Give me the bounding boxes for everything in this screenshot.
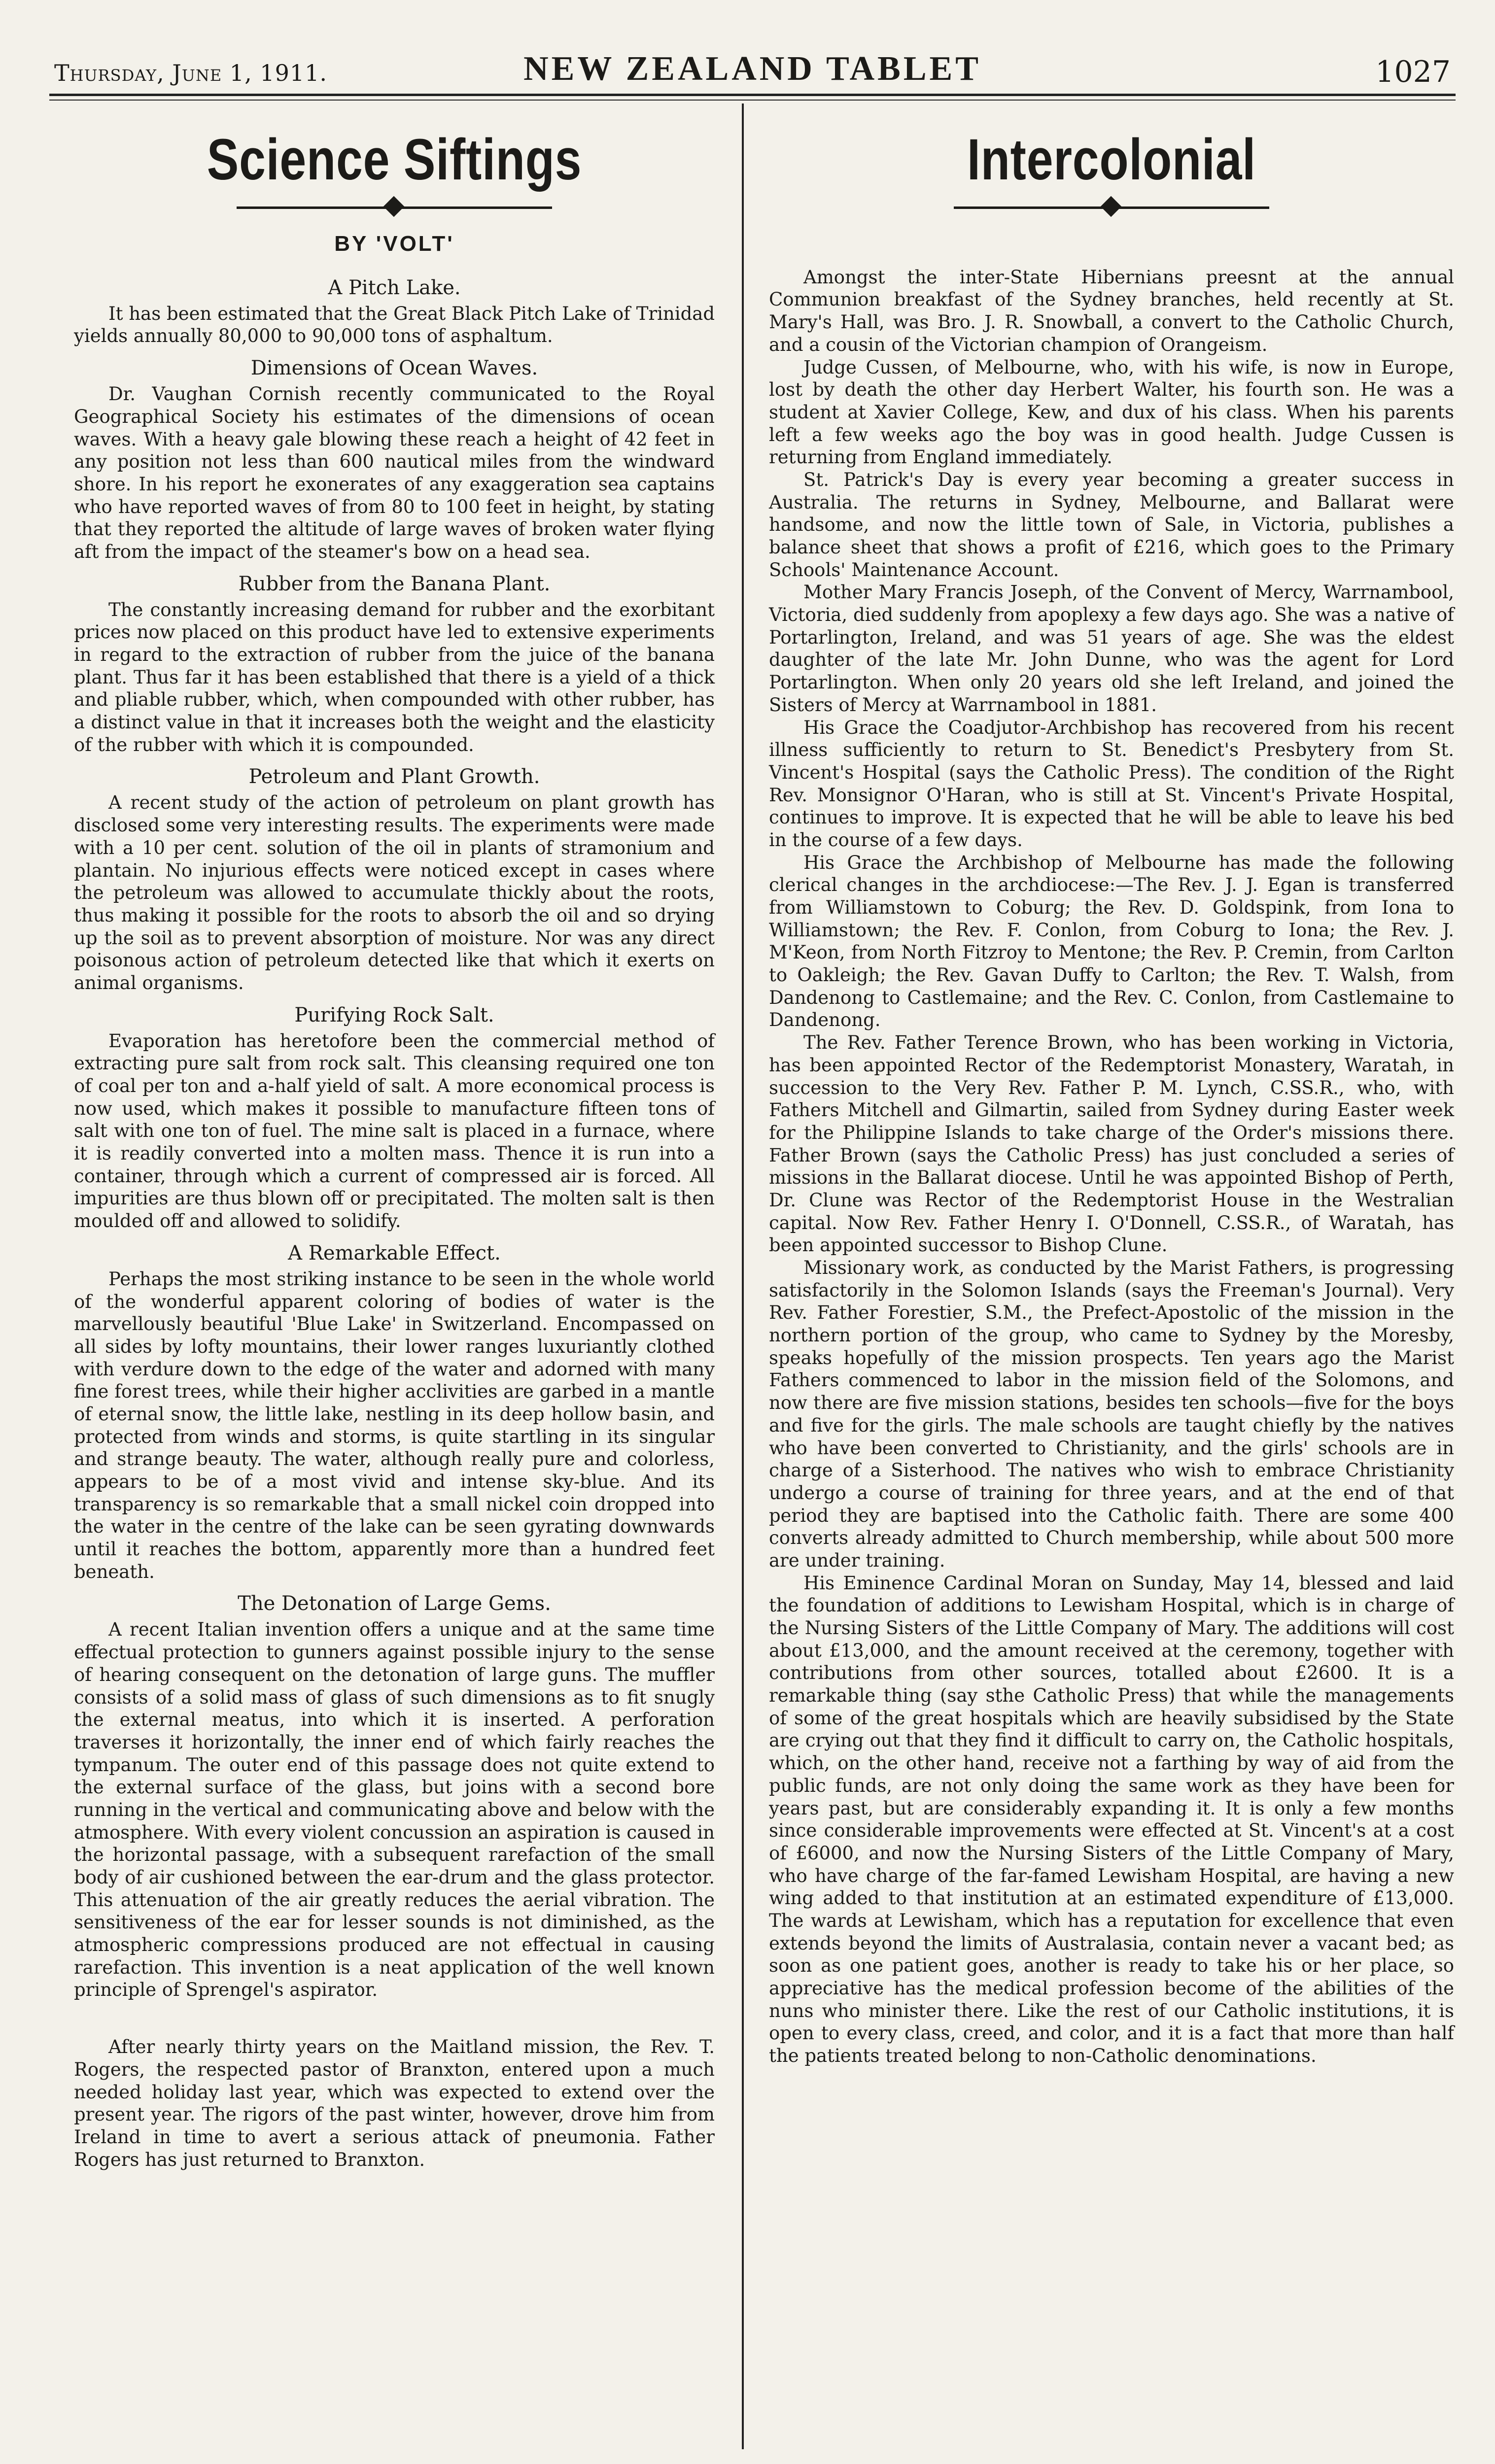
column-heading: Intercolonial [967, 127, 1256, 192]
section-title: The Detonation of Large Gems. [238, 1592, 551, 1615]
news-paragraph: Amongst the inter-State Hibernians preesnt at the annual Communion breakfast of the Sydney branches, held recently at St. Mary's Hall, was Bro. J. R. Snowball, a convert to the Catholic Church, and a cousin of the Victorian champion of Orangeism. [769, 266, 1454, 355]
science-siftings-column [74, 113, 715, 2171]
column-divider [742, 103, 744, 2449]
section-text: The constantly increasing demand for rubber and the exorbitant prices now placed on this product have led to extensive experiments in regard to the extraction of rubber from the juice of the banana plant. Thus far it has been established that there is a yield of a thick and pliable rubber, which, when compounded with other rubber, has a distinct value in that it increases both the weight and the elasticity of the rubber with which it is compounded. [74, 599, 715, 755]
intercolonial-column [769, 113, 1454, 2067]
section-title: A Remarkable Effect. [288, 1241, 501, 1265]
section-text: A recent Italian invention offers a unique and at the same time effectual protection to gunners against possible injury to the sense of hearing consequent on the detonation of large guns. The muffler consists of a solid mass of glass of such dimensions as to fit snugly the external meatus, into which it is inserted. A perforation traverses it horizontally, the inner end of which fairly reaches the tympanum. The outer end of this passage does not quite extend to the external surface of the glass, but joins with a second bore running in the vertical and communicating above and below with the atmosphere. With every violent concussion an aspiration is caused in the horizontal passage, with a subsequent rarefaction of the small body of air cushioned between the ear-drum and the glass protector. This attenuation of the air greatly reduces the aerial vibration. The sensitiveness of the ear for lesser sounds is not diminished, as the atmospheric compressions produced are not effectual in causing rarefaction. This invention is a neat application of the well known principle of Sprengel's aspirator. [74, 1619, 715, 2001]
section-title: Petroleum and Plant Growth. [248, 765, 540, 788]
news-paragraph: Missionary work, as conducted by the Marist Fathers, is progressing satisfactorily in the Solomon Islands (says the Freeman's Journal). Very Rev. Father Forestier, S.M., the Prefect-Apostolic of the mission in the northern portion of the group, who came to Sydney by the Moresby, speaks hopefully of the mission prospects. Ten years ago the Marist Fathers commenced to labor in the mission field of the Solomons, and now there are five mission stations, besides ten schools—five for the boys and five for the girls. The male schools are taught chiefly by the natives who have been converted to Christianity, and the girls' schools are in charge of a Sisterhood. The natives who wish to embrace Christianity undergo a course of training for three years, and at the end of that period they are baptised into the Catholic faith. There are some 400 converts already admitted to Church membership, while about 500 more are under training. [769, 1257, 1454, 1571]
section-title: Dimensions of Ocean Waves. [250, 357, 538, 380]
page-number: 1027 [1375, 55, 1451, 89]
news-paragraph: His Grace the Coadjutor-Archbishop has recovered from his recent illness sufficiently to return to St. Benedict's Presbytery from St. Vincent's Hospital (says the Catholic Press). The condition of the Right Rev. Monsignor O'Haran, who is still at St. Vincent's Private Hospital, continues to improve. It is expected that he will be able to leave his bed in the course of a few days. [769, 717, 1454, 851]
news-paragraph: His Grace the Archbishop of Melbourne has made the following clerical changes in the archdiocese:—The Rev. J. J. Egan is transferred from Williamstown to Coburg; the Rev. D. Goldspink, from Iona to Williamstown; the Rev. F. Conlon, from Coburg to Iona; the Rev. J. M'Keon, from North Fitzroy to Mentone; the Rev. P. Cremin, from Carlton to Oakleigh; the Rev. Gavan Duffy to Carlton; the Rev. T. Walsh, from Dandenong to Castlemaine; and the Rev. C. Conlon, from Castlemaine to Dandenong. [769, 852, 1454, 1031]
header-rule [49, 94, 1456, 96]
section-text: It has been estimated that the Great Black Pitch Lake of Trinidad yields annually 80,000 to 90,000 tons of asphaltum. [74, 303, 715, 347]
section-text: Dr. Vaughan Cornish recently communicated to the Royal Geographical Society his estimates of the dimensions of ocean waves. With a heavy gale blowing these reach a height of 42 feet in any position not less than 600 nautical miles from the windward shore. In his report he exonerates of any exaggeration sea captains who have reported waves of from 80 to 100 feet in height, by stating that they reported the altitude of large waves of broken water flying aft from the impact of the steamer's bow on a head sea. [74, 383, 715, 562]
news-paragraph: Judge Cussen, of Melbourne, who, with his wife, is now in Europe, lost by death the other day Herbert Walter, his fourth son. He was a student at Xavier College, Kew, and dux of his class. When his parents left a few weeks ago the boy was in good health. Judge Cussen is returning from England immediately. [769, 356, 1454, 468]
news-paragraph: The Rev. Father Terence Brown, who has been working in Victoria, has been appointed Rector of the Redemptorist Monastery, Waratah, in succession to the Very Rev. Father P. M. Lynch, C.SS.R., who, with Fathers Mitchell and Gilmartin, sailed from Sydney during Easter week for the Philippine Islands to take charge of the Order's missions there. Father Brown (says the Catholic Press) has just concluded a series of missions in the Ballarat diocese. Until he was appointed Bishop of Perth, Dr. Clune was Rector of the Redemptorist House in the Westralian capital. Now Rev. Father Henry I. O'Donnell, C.SS.R., of Waratah, has been appointed successor to Bishop Clune. [769, 1032, 1454, 1256]
byline: BY 'VOLT' [334, 231, 454, 256]
section-title: A Pitch Lake. [328, 276, 461, 299]
column-heading: Science Siftings [207, 127, 582, 192]
news-paragraph: His Eminence Cardinal Moran on Sunday, May 14, blessed and laid the foundation of additions to Lewisham Hospital, which is in charge of the Nursing Sisters of the Little Company of Mary. The additions will cost about £13,000, and the amount received at the ceremony, together with contributions from other sources, totalled about £2600. It is a remarkable thing (say sthe Catholic Press) that while the managements of some of the great hospitals which are heavily subsidised by the State are crying out that they find it difficult to carry on, the Catholic hospitals, which, on the other hand, receive not a farthing by way of aid from the public funds, are not only doing the same work as they have been for years past, but are considerably expanding it. It is only a few months since considerable improvements were effected at St. Vincent's at a cost of £6000, and now the Nursing Sisters of the Little Company of Mary, who have charge of the far-famed Lewisham Hospital, are having a new wing added to that institution at an estimated expenditure of £13,000. The wards at Lewisham, which has a reputation for excellence that even extends beyond the limits of Australasia, contain never a vacant bed; as soon as one patient goes, another is ready to take his or her place, so appreciative has the medical profession become of the abilities of the nuns who minister there. Like the rest of our Catholic institutions, it is open to every class, creed, and color, and it is a fact that more than half the patients treated belong to non-Catholic denominations. [769, 1572, 1454, 2067]
issue-date: Thursday, June 1, 1911. [54, 60, 327, 86]
newspaper-title: NEW ZEALAND TABLET [523, 50, 981, 88]
section-title: Rubber from the Banana Plant. [238, 572, 551, 595]
section-text: A recent study of the action of petroleum on plant growth has disclosed some very interesting results. The experiments were made with a 10 per cent. solution of the oil in plants of stramonium and plantain. No injurious effects were noticed except in cases where the petroleum was allowed to accumulate thickly about the roots, thus making it possible for the roots to absorb the oil and so drying up the soil as to prevent absorption of moisture. Nor was any direct poisonous action of petroleum detected like that which it exerts on animal organisms. [74, 792, 715, 993]
section-title: Purifying Rock Salt. [294, 1003, 494, 1027]
heading-ornament [954, 197, 1269, 217]
masthead [54, 47, 1451, 89]
section-text: Evaporation has heretofore been the commercial method of extracting pure salt from rock salt. This cleansing required one ton of coal per ton and a-half yield of salt. A more economical process is now used, which makes it possible to manufacture fifteen tons of salt with one ton of fuel. The mine salt is placed in a furnace, where it is readily converted into a molten mass. Thence it is run into a container, through which a current of compressed air is forced. All impurities are thus blown off or precipitated. The molten salt is then moulded off and allowed to solidify. [74, 1030, 715, 1232]
header-rule-thin [49, 100, 1456, 101]
news-paragraph: St. Patrick's Day is every year becoming a greater success in Australia. The returns in Sydney, Melbourne, and Ballarat were handsome, and now the little town of Sale, in Victoria, publishes a balance sheet that shows a profit of £216, which goes to the Primary Schools' Maintenance Account. [769, 469, 1454, 581]
news-paragraph: Mother Mary Francis Joseph, of the Convent of Mercy, Warrnambool, Victoria, died suddenly from apoplexy a few days ago. She was a native of Portarlington, Ireland, and was 51 years of age. She was the eldest daughter of the late Mr. John Dunne, who was the agent for Lord Portarlington. When only 20 years old she left Ireland, and joined the Sisters of Mercy at Warrnambool in 1881. [769, 582, 1454, 716]
closing-paragraph: After nearly thirty years on the Maitland mission, the Rev. T. Rogers, the respected pastor of Branxton, entered upon a much needed holiday last year, which was expected to extend over the present year. The rigors of the past winter, however, drove him from Ireland in time to avert a serious attack of pneumonia. Father Rogers has just returned to Branxton. [74, 2036, 715, 2170]
heading-ornament [237, 197, 552, 217]
section-text: Perhaps the most striking instance to be seen in the whole world of the wonderful apparent coloring of bodies of water is the marvellously beautiful 'Blue Lake' in Switzerland. Encompassed on all sides by lofty mountains, their lower ranges luxuriantly clothed with verdure down to the edge of the water and adorned with many fine forest trees, while their higher acclivities are garbed in a mantle of eternal snow, the little lake, nestling in its deep hollow basin, and protected from winds and storms, is quite startling in its singular and strange beauty. The water, although really pure and colorless, appears to be of a most vivid and intense sky-blue. And its transparency is so remarkable that a small nickel coin dropped into the water in the centre of the lake can be seen gyrating downwards until it reaches the bottom, apparently more than a hundred feet beneath. [74, 1268, 715, 1582]
